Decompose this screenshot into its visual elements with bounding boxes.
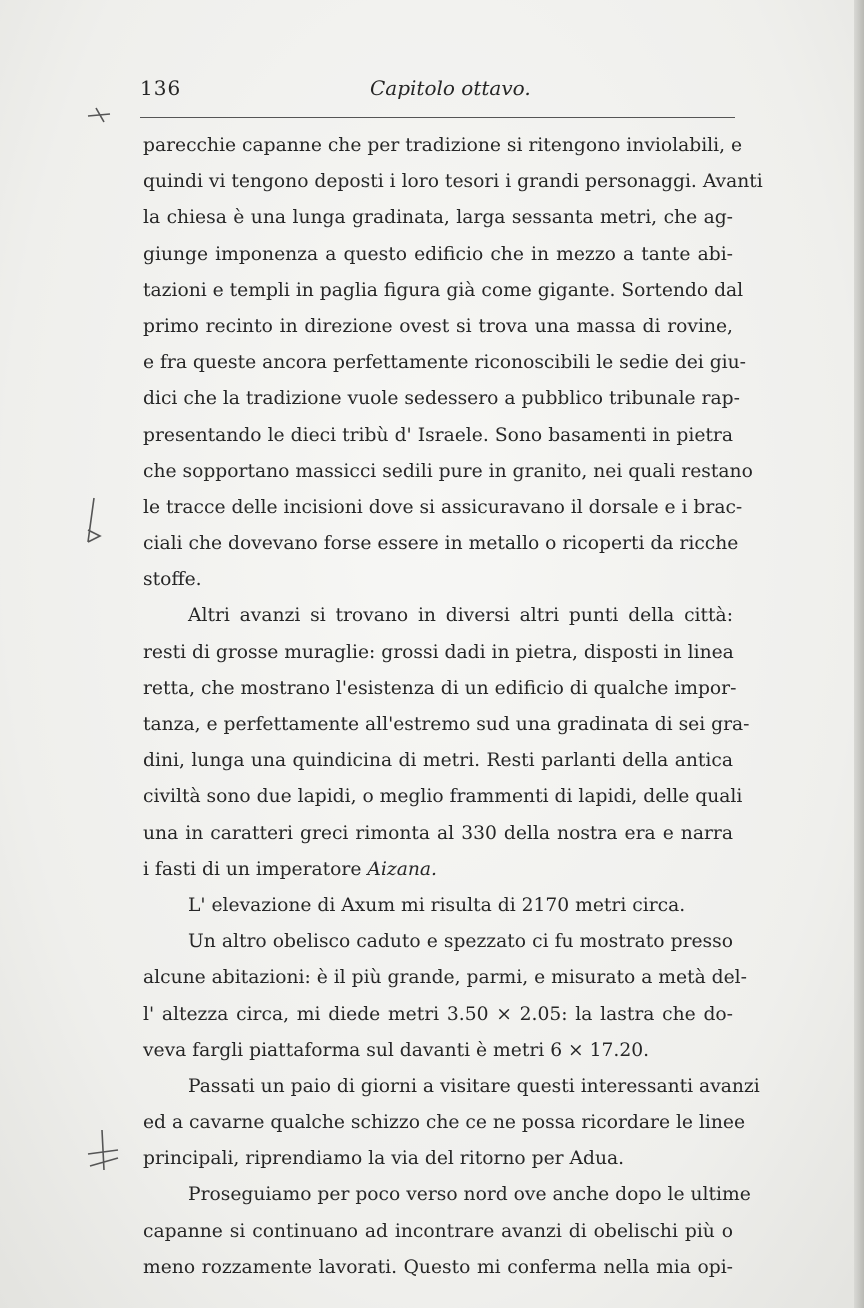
text-line: Passati un paio di giorni a visitare questi interessanti avanzi [188, 1075, 760, 1097]
emperor-name: Aizana. [367, 858, 437, 880]
text-line: Proseguiamo per poco verso nord ove anche dopo le ultime [188, 1184, 751, 1206]
page-edge-shadow [854, 0, 864, 1308]
text-line: retta, che mostrano l'esistenza di un edificio di qualche impor- [143, 677, 737, 699]
margin-cross-mark-bottom-icon [84, 1128, 124, 1172]
text-line: le tracce delle incisioni dove si assicuravano il dorsale e i brac- [143, 496, 743, 518]
text-line: che sopportano massicci sedili pure in granito, nei quali restano [143, 460, 753, 482]
text-line: tazioni e templi in paglia figura già come gigante. Sortendo dal [143, 279, 744, 301]
header-rule [140, 117, 735, 118]
text-line: parecchie capanne che per tradizione si ritengono inviolabili, e [143, 135, 743, 156]
text-line: dini, lunga una quindicina di metri. Resti parlanti della antica [143, 750, 733, 772]
text-line: civiltà sono due lapidi, o meglio frammenti di lapidi, delle quali [143, 786, 743, 808]
body-text [143, 128, 763, 1286]
text-line: ed a cavarne qualche schizzo che ce ne possa ricordare le linee [143, 1112, 746, 1134]
margin-cross-mark-top-icon [86, 104, 114, 126]
text-line: Un altro obelisco caduto e spezzato ci fu mostrato presso [188, 931, 733, 953]
text-line: alcune abitazioni: è il più grande, parmi, e misurato a metà del- [143, 967, 747, 989]
text-line: la chiesa è una lunga gradinata, larga sessanta metri, che ag- [143, 207, 733, 229]
text-line: l' altezza circa, mi diede metri 3.50 × 2.05: la lastra che do- [143, 1003, 733, 1025]
text-line: meno rozzamente lavorati. Questo mi conferma nella mia opi- [143, 1256, 733, 1278]
text-line: principali, riprendiamo la via del ritorno per Adua. [143, 1148, 625, 1170]
margin-flag-mark-icon [80, 496, 108, 548]
text-line: veva fargli piattaforma sul davanti è metri 6 × 17.20. [143, 1039, 650, 1061]
text-line: presentando le dieci tribù d' Israele. Sono basamenti in pietra [143, 424, 733, 446]
text-line: i fasti di un imperatore Aizana. [143, 858, 437, 880]
text-line: tanza, e perfettamente all'estremo sud una gradinata di sei gra- [143, 714, 750, 735]
text-line: Altri avanzi si trovano in diversi altri punti della città: [188, 605, 733, 627]
running-title: Capitolo ottavo. [370, 76, 531, 100]
text-line: primo recinto in direzione ovest si trova una massa di rovine, [143, 315, 733, 337]
text-line: capanne si continuano ad incontrare avanzi di obelischi più o [143, 1220, 733, 1242]
text-line: una in caratteri greci rimonta al 330 della nostra era e narra [143, 822, 733, 844]
page-header [140, 76, 740, 106]
text-line: quindi vi tengono deposti i loro tesori i grandi personaggi. Avanti [143, 171, 763, 193]
text-line: dici che la tradizione vuole sedessero a pubblico tribunale rap- [143, 388, 740, 410]
text-line: e fra queste ancora perfettamente riconoscibili le sedie dei giu- [143, 352, 746, 374]
text-line: ciali che dovevano forse essere in metallo o ricoperti da ricche [143, 533, 739, 555]
text-line: L' elevazione di Axum mi risulta di 2170 metri circa. [188, 894, 686, 916]
text-line: stoffe. [143, 569, 202, 591]
page-number: 136 [140, 76, 182, 100]
text-line: resti di grosse muraglie: grossi dadi in pietra, disposti in linea [143, 641, 734, 663]
text-line: giunge imponenza a questo edificio che in mezzo a tante abi- [143, 243, 733, 265]
